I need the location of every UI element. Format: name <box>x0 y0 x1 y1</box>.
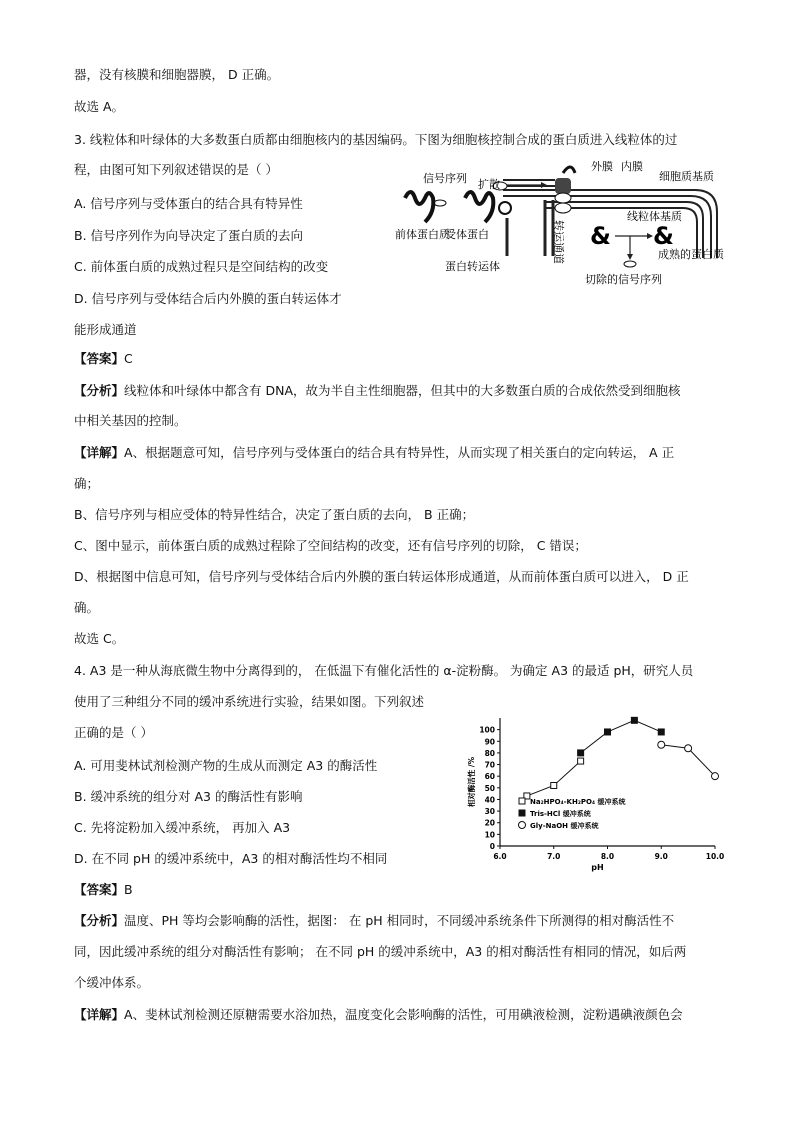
analysis-text: 温度、PH 等均会影响酶的活性，据图： 在 pH 相同时，不同缓冲系统条件下所测得的相对酶活性不 <box>124 913 675 928</box>
label-diffuse: 扩散 <box>478 178 500 191</box>
q3-option-b: B. 信号序列作为向导决定了蛋白质的去向 <box>74 228 304 243</box>
data-point <box>551 782 557 788</box>
q4-stem-line1: 4. A3 是一种从海底微生物中分离得到的， 在低温下有催化活性的 α-淀粉酶。 为确定 A3 的最适 pH，研究人员 <box>74 663 694 678</box>
q4-analysis-line1 <box>74 912 674 930</box>
mitochondria-import-diagram <box>395 158 725 308</box>
y-tick-label: 10 <box>484 830 495 840</box>
mature-protein-icon: & <box>653 222 674 250</box>
y-tick-label: 20 <box>484 818 495 828</box>
y-tick-label: 80 <box>484 748 495 758</box>
q4-analysis-line2: 同，因此缓冲系统的组分对酶活性有影响； 在不同 pH 的缓冲系统中，A3 的相对酶活性有相同的情况，如后两 <box>74 944 687 959</box>
x-tick-label: 6.0 <box>493 852 507 861</box>
y-tick-label: 0 <box>489 842 495 851</box>
q4-option-a: A. 可用斐林试剂检测产物的生成从而测定 A3 的酶活性 <box>74 758 378 773</box>
x-tick-label: 7.0 <box>547 852 561 861</box>
label-cleaved: 切除的信号序列 <box>585 273 662 286</box>
label-precursor: 前体蛋白质 <box>395 228 450 241</box>
x-tick-label: 8.0 <box>600 852 615 861</box>
data-point <box>658 729 664 735</box>
q3-conclusion: 故选 C。 <box>74 631 125 646</box>
mature-protein-icon: & <box>590 222 611 250</box>
q3-stem-line1: 3. 线粒体和叶绿体的大多数蛋白质都由细胞核内的基因编码。下图为细胞核控制合成的蛋白质进入线粒体的过 <box>74 132 678 147</box>
label-mito-matrix: 线粒体基质 <box>627 210 682 223</box>
legend-label: Gly-NaOH 缓冲系统 <box>530 822 599 830</box>
detail-text: A、根据题意可知，信号序列与受体蛋白的结合具有特异性，从而实现了相关蛋白的定向转运， A 正 <box>124 445 675 460</box>
series-line <box>581 720 662 753</box>
q3-detail-line5: D、根据图中信息可知，信号序列与受体结合后内外膜的蛋白转运体形成通道，从而前体蛋白质可以进入， D 正 <box>74 569 689 584</box>
q3-answer-line <box>74 350 133 368</box>
label-outer-membrane: 外膜 <box>591 160 613 173</box>
y-axis-label: 相对酶活性 /% <box>467 756 476 808</box>
label-inner-membrane: 内膜 <box>621 160 643 173</box>
q3-option-d: D. 信号序列与受体结合后内外膜的蛋白转运体才 <box>74 291 342 306</box>
data-point <box>685 745 692 752</box>
q4-analysis-line3: 个缓冲体系。 <box>74 975 150 990</box>
answer-value: C <box>124 351 133 366</box>
label-mature: 成熟的蛋白质 <box>658 248 724 261</box>
q4-detail-line1 <box>74 1006 683 1024</box>
answer-tag: 【答案】 <box>74 882 125 897</box>
label-channel: 转运通道 <box>552 220 565 264</box>
legend-marker <box>519 810 525 816</box>
q3-detail-line2: 确； <box>74 476 100 491</box>
q3-option-c: C. 前体蛋白质的成熟过程只是空间结构的改变 <box>74 259 329 274</box>
y-tick-label: 60 <box>484 772 495 782</box>
x-tick-label: 9.0 <box>654 852 668 861</box>
series-line <box>527 761 581 796</box>
q3-detail-line1 <box>74 444 674 462</box>
detail-tag: 【详解】 <box>74 1007 125 1022</box>
analysis-text: 线粒体和叶绿体中都含有 DNA，故为半自主性细胞器，但其中的大多数蛋白质的合成依然受到细胞核 <box>124 383 681 398</box>
q3-option-d-cont: 能形成通道 <box>74 322 137 337</box>
legend-label: Tris-HCl 缓冲系统 <box>530 810 591 818</box>
q3-option-a: A. 信号序列与受体蛋白的结合具有特异性 <box>74 196 303 211</box>
q3-analysis-line1 <box>74 382 681 400</box>
answer-tag: 【答案】 <box>74 351 125 366</box>
data-point <box>631 717 637 723</box>
legend-marker <box>519 822 526 829</box>
q4-option-b: B. 缓冲系统的组分对 A3 的酶活性有影响 <box>74 789 303 804</box>
y-tick-label: 50 <box>484 783 495 793</box>
precursor-protein-icon <box>405 192 433 222</box>
legend-label: Na₂HPO₄-KH₂PO₄ 缓冲系统 <box>530 798 626 806</box>
data-point <box>605 729 611 735</box>
text-line: 故选 A。 <box>74 99 125 114</box>
y-tick-label: 70 <box>484 760 495 770</box>
legend-marker <box>519 798 525 804</box>
detail-tag: 【详解】 <box>74 445 125 460</box>
q4-option-d: D. 在不同 pH 的缓冲系统中，A3 的相对酶活性均不相同 <box>74 851 388 866</box>
answer-value: B <box>124 882 133 897</box>
data-point <box>578 758 584 764</box>
label-receptor: 受体蛋白 <box>445 228 489 241</box>
q3-analysis-line2: 中相关基因的控制。 <box>74 413 187 428</box>
y-tick-label: 30 <box>484 807 495 817</box>
x-axis-label: pH <box>591 863 604 872</box>
y-tick-label: 90 <box>484 737 495 747</box>
text-line: 器，没有核膜和细胞器膜， D 正确。 <box>74 67 280 82</box>
q3-detail-line3: B、信号序列与相应受体的特异性结合，决定了蛋白质的去向， B 正确； <box>74 507 475 522</box>
y-tick-label: 100 <box>479 725 495 735</box>
x-tick-label: 10.0 <box>705 852 725 861</box>
label-cytoplasm-matrix: 细胞质基质 <box>659 170 714 183</box>
data-point <box>578 750 584 756</box>
analysis-tag: 【分析】 <box>74 383 125 398</box>
detail-text: A、斐林试剂检测还原糖需要水浴加热，温度变化会影响酶的活性，可用碘液检测，淀粉遇碘液颜色会 <box>124 1007 683 1022</box>
q3-detail-line4: C、图中显示，前体蛋白质的成熟过程除了空间结构的改变，还有信号序列的切除， C 错误； <box>74 538 587 553</box>
q4-stem-line2: 使用了三种组分不同的缓冲系统进行实验，结果如图。下列叙述 <box>74 694 425 709</box>
q4-option-c: C. 先将淀粉加入缓冲系统， 再加入 A3 <box>74 820 291 835</box>
receptor-protein-icon <box>465 192 493 222</box>
q4-answer-line <box>74 881 133 899</box>
data-point <box>712 773 719 780</box>
label-signal-seq: 信号序列 <box>423 172 467 185</box>
label-transporter: 蛋白转运体 <box>445 260 500 273</box>
data-point <box>658 741 665 748</box>
q3-detail-line6: 确。 <box>74 600 100 615</box>
analysis-tag: 【分析】 <box>74 913 125 928</box>
q4-stem-line3: 正确的是（ ） <box>74 725 153 740</box>
y-tick-label: 40 <box>484 795 495 805</box>
enzyme-activity-chart <box>460 688 730 878</box>
q3-stem-line2: 程，由图可知下列叙述错误的是（ ） <box>74 162 278 177</box>
